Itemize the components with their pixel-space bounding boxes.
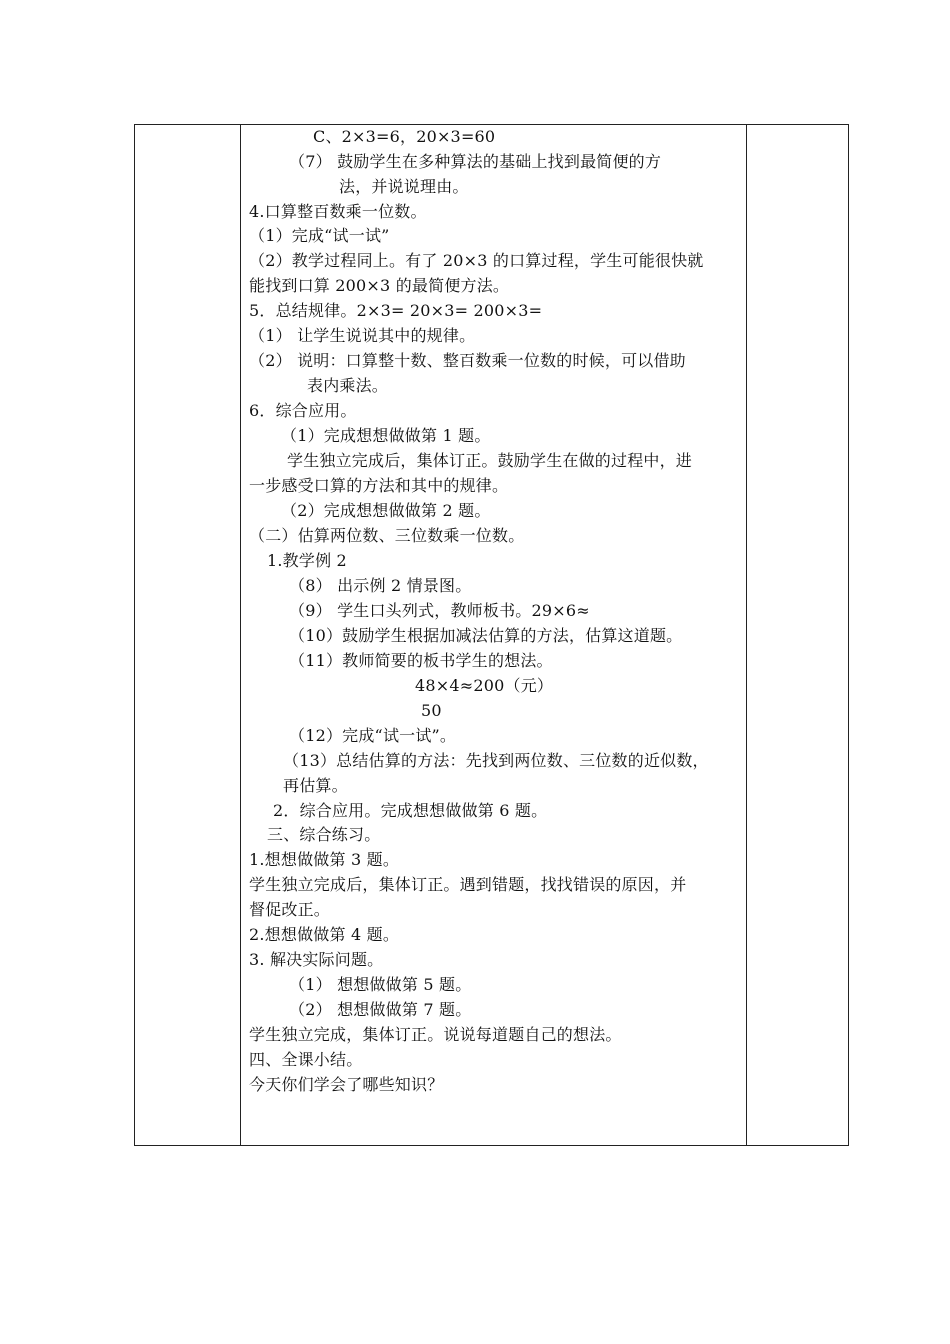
text-line: 一步感受口算的方法和其中的规律。 [249,476,509,495]
text-line: 2．综合应用。完成想想做做第 6 题。 [273,801,548,820]
text-line: 2.想想做做第 4 题。 [249,925,400,944]
text-line: 50 [421,701,442,720]
text-line: 四、全课小结。 [249,1050,363,1069]
text-line: 学生独立完成后，集体订正。鼓励学生在做的过程中，进 [287,451,693,470]
text-line: （11）教师简要的板书学生的想法。 [289,651,553,670]
text-line: （2）完成想想做做第 2 题。 [281,501,491,520]
text-line: （7） 鼓励学生在多种算法的基础上找到最简便的方 [289,152,662,171]
text-line: 5．总结规律。2×3= 20×3= 200×3= [249,301,543,320]
text-line: （二）估算两位数、三位数乘一位数。 [249,526,525,545]
text-line: （2）教学过程同上。有了 20×3 的口算过程，学生可能很快就 [249,251,704,270]
text-line: （13）总结估算的方法：先找到两位数、三位数的近似数， [283,751,709,770]
text-line: 法，并说说理由。 [339,177,469,196]
text-line: （9） 学生口头列式，教师板书。29×6≈ [289,601,590,620]
text-line: C、2×3=6，20×3=60 [313,127,496,146]
text-line: 督促改正。 [249,900,331,919]
text-line: （2） 说明：口算整十数、整百数乘一位数的时候，可以借助 [249,351,686,370]
text-line: 再估算。 [283,776,348,795]
text-line: （10）鼓励学生根据加减法估算的方法，估算这道题。 [289,626,683,645]
text-line: （1） 想想做做第 5 题。 [289,975,472,994]
text-line: 1.教学例 2 [267,551,347,570]
text-line: 4.口算整百数乘一位数。 [249,202,427,221]
text-line: 三、综合练习。 [267,825,381,844]
text-line: （1） 让学生说说其中的规律。 [249,326,476,345]
text-line: 今天你们学会了哪些知识？ [249,1075,444,1094]
text-line: （8） 出示例 2 情景图。 [289,576,472,595]
text-line: 能找到口算 200×3 的最简便方法。 [249,276,510,295]
text-line: 1.想想做做第 3 题。 [249,850,400,869]
text-line: 学生独立完成，集体订正。说说每道题自己的想法。 [249,1025,622,1044]
column-divider-right [746,125,747,1145]
text-line: 表内乘法。 [307,376,389,395]
text-line: 3. 解决实际问题。 [249,950,384,969]
text-line: （1）完成想想做做第 1 题。 [281,426,491,445]
text-line: 48×4≈200（元） [415,676,554,695]
text-line: （1）完成“试一试” [249,226,390,245]
column-divider-left [240,125,241,1145]
text-line: （12）完成“试一试”。 [289,726,457,745]
text-line: 学生独立完成后，集体订正。遇到错题，找找错误的原因，并 [249,875,687,894]
text-line: （2） 想想做做第 7 题。 [289,1000,472,1019]
text-line: 6．综合应用。 [249,401,357,420]
